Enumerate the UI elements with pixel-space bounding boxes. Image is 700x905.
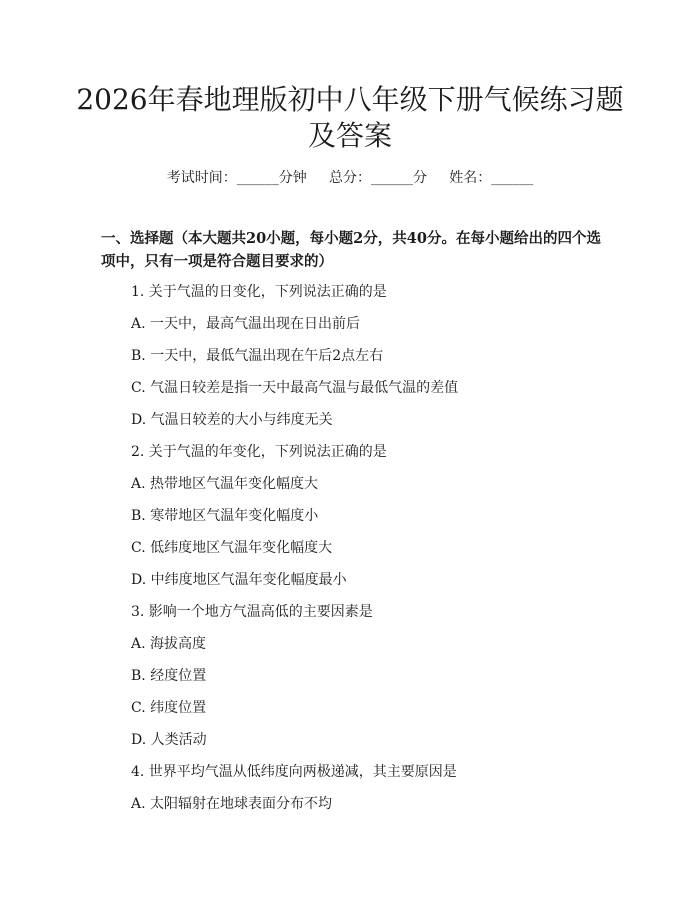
- question-2-option-b: B. 寒带地区气温年变化幅度小: [131, 508, 319, 524]
- question-1-stem: 1. 关于气温的日变化，下列说法正确的是: [131, 284, 387, 300]
- question-3-option-a: A. 海拔高度: [131, 636, 207, 652]
- section-heading-line-1: 一、选择题（本大题共20小题，每小题2分，共40分。在每小题给出的四个选: [101, 230, 601, 247]
- exam-meta-info: 考试时间：______分钟 总分：______分 姓名：______: [166, 170, 534, 186]
- question-2-option-a: A. 热带地区气温年变化幅度大: [131, 476, 319, 492]
- document-title-line-1: 2026年春地理版初中八年级下册气候练习题: [76, 83, 624, 116]
- question-2-option-d: D. 中纬度地区气温年变化幅度最小: [131, 572, 347, 588]
- question-3-option-d: D. 人类活动: [131, 732, 207, 748]
- question-4-option-a: A. 太阳辐射在地球表面分布不均: [131, 796, 333, 812]
- question-1-option-d: D. 气温日较差的大小与纬度无关: [131, 412, 333, 428]
- question-3-stem: 3. 影响一个地方气温高低的主要因素是: [131, 604, 373, 620]
- question-4-stem: 4. 世界平均气温从低纬度向两极递减，其主要原因是: [131, 764, 457, 780]
- question-1-option-a: A. 一天中，最高气温出现在日出前后: [131, 316, 361, 332]
- question-2-option-c: C. 低纬度地区气温年变化幅度大: [131, 540, 333, 556]
- section-heading-line-2: 项中，只有一项是符合题目要求的）: [101, 253, 333, 270]
- question-3-option-b: B. 经度位置: [131, 668, 207, 684]
- question-1-option-b: B. 一天中，最低气温出现在午后2点左右: [131, 348, 384, 364]
- question-2-stem: 2. 关于气温的年变化，下列说法正确的是: [131, 444, 387, 460]
- question-3-option-c: C. 纬度位置: [131, 700, 207, 716]
- question-1-option-c: C. 气温日较差是指一天中最高气温与最低气温的差值: [131, 380, 459, 396]
- document-title-line-2: 及答案: [307, 119, 392, 152]
